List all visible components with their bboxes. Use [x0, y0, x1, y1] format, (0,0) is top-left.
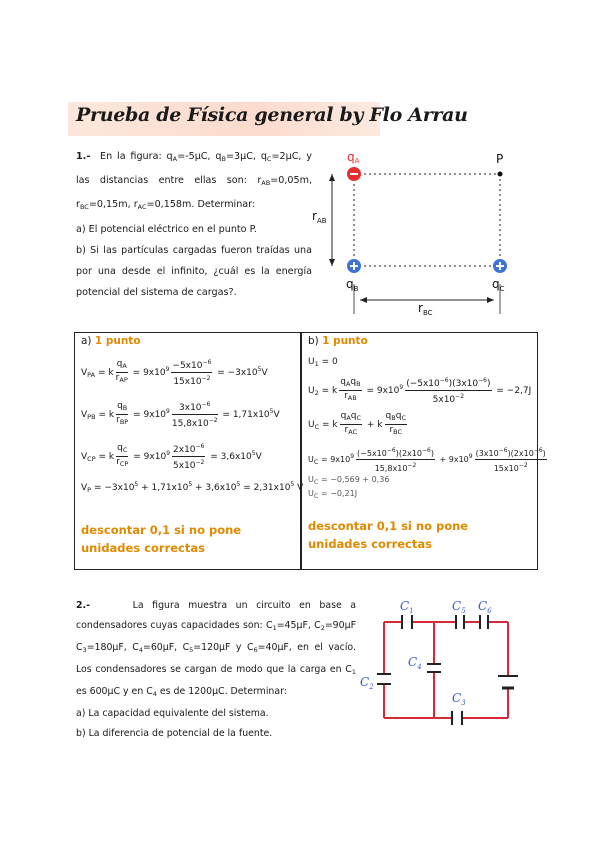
label-c1: $C_1$ — [400, 599, 414, 615]
eq-u6: $U_C = -0,21J$ — [308, 489, 358, 500]
problem-2-item-b: b) La diferencia de potencial de la fuente. — [76, 728, 273, 739]
deduct-note-b: descontar 0,1 si no pone unidades correctas — [308, 519, 469, 551]
answers-box — [74, 332, 546, 570]
eq-u2: $U_2 = k$ $\frac{q_Aq_B}{r_{AB}}$ = $9x10^9$ $\frac{(-5x10^{-6})(3x10^{-6})}{5x10^{-2}}$ = −2,7J — [308, 377, 532, 405]
problem-1-statement: 1.- En la figura: $q_A=-5\mu C$, $q_B=3\mu C$, $q_C=2\mu C$, y las distancias entre ellas son: $r_{AB}=0,05m$, $r_{BC}=0,15m$, $r_{AC}=0,158m$. Determinar: a) El potencial eléctrico en el punto P. b) Si las partículas cargadas fueron traídas una por una desde el infinito, ¿cuál es la energía potencial del sistema de cargas?. — [76, 151, 312, 299]
eq-u3: $U_C = k$ $\frac{q_Aq_C}{r_{AC}}$ + k $\frac{q_Bq_C}{r_{BC}}$ — [308, 411, 406, 436]
label-c6: $C_6$ — [478, 599, 492, 615]
eq-u4: $U_C = 9x10^9$ $\frac{(-5x10^{-6})(2x10^{-6})}{15,8x10^{-2}}$ + $9x10^9$ $\frac{(3x10^{-6})(2x10^{-6})}{15x10^{-2}}$ — [308, 447, 546, 473]
problem-1-item-a: a) El potencial eléctrico en el punto P. — [76, 223, 257, 235]
problem-1-item-b: b) Si las partículas cargadas fueron traídas una por una desde el infinito, ¿cuál es la energía potencial del sistema de cargas?. — [76, 244, 312, 299]
problem-1-number: 1.- — [76, 151, 91, 162]
charges-figure — [312, 146, 532, 316]
eq-vpc: $V_{CP} = k$ $\frac{q_C}{r_{CP}}$ = $9x10^9$ $\frac{2x10^{-6}}{5x10^{-2}}$ = $3,6x10^5V$ — [81, 443, 262, 471]
eq-vpa: $V_{PA} = k$ $\frac{q_A}{r_{AP}}$ = $9x10^9$ $\frac{-5x10^{-6}}{15x10^{-2}}$ = $-3x10^5V$ — [81, 359, 268, 387]
problem-2-item-a: a) La capacidad equivalente del sistema. — [76, 708, 269, 719]
label-p: P — [496, 152, 504, 166]
page-title: Prueba de Física general by Flo Arrau — [76, 104, 468, 126]
label-c3: $C_3$ — [452, 691, 466, 707]
eq-vpb: $V_{PB} = k$ $\frac{q_B}{r_{BP}}$ = $9x10^9$ $\frac{3x10^{-6}}{15,8x10^{-2}}$ = $1,71x10^5V$ — [81, 401, 280, 429]
point-p — [498, 172, 503, 177]
eq-u1: $U_1 = 0$ — [308, 357, 338, 368]
label-qc: $q_C$ — [492, 277, 505, 293]
eq-u5: $U_C = -0,569 + 0,36$ — [308, 475, 390, 486]
answer-b — [308, 335, 546, 551]
label-c5: $C_5$ — [452, 599, 466, 615]
label-qa: qA — [347, 150, 360, 165]
deduct-note-a: descontar 0,1 si no pone unidades correctas — [81, 523, 242, 555]
answers-divider — [300, 333, 302, 569]
label-rbc: $r_{BC}$ — [418, 301, 433, 316]
answer-b-heading: b) 1 punto — [308, 335, 368, 347]
label-qb: $q_B$ — [346, 277, 359, 293]
label-c2: $C_2$ — [360, 675, 374, 691]
problem-2-number: 2.- — [76, 600, 90, 611]
eq-vp-total: $V_P = -3x10^5 + 1,71x10^5 + 3,6x10^5 = 2,31x10^5$ V — [81, 481, 304, 494]
capacitor-circuit — [356, 598, 536, 728]
answer-a-heading: a) 1 punto — [81, 335, 141, 347]
answer-a — [81, 335, 304, 555]
label-c4: $C_4$ — [408, 655, 422, 671]
problem-2-statement: 2.- La figura muestra un circuito en base a condensadores cuyas capacidades son: $C_1=45\mu F$, $C_2=90\mu F$ $C_3=180\mu F$, $C_4=60\mu F$, $C_5=120\mu F$ y $C_6=40\mu F$, en el vacío. Los condensadores se cargan de modo que la carga en $C_1$ es 600μC y en $C_4$ es de 1200μC. Determinar: a) La capacidad equivalente del sistema. b) La diferencia de potencial de la fuente. — [76, 600, 356, 739]
label-rab: $r_{AB}$ — [312, 209, 327, 225]
